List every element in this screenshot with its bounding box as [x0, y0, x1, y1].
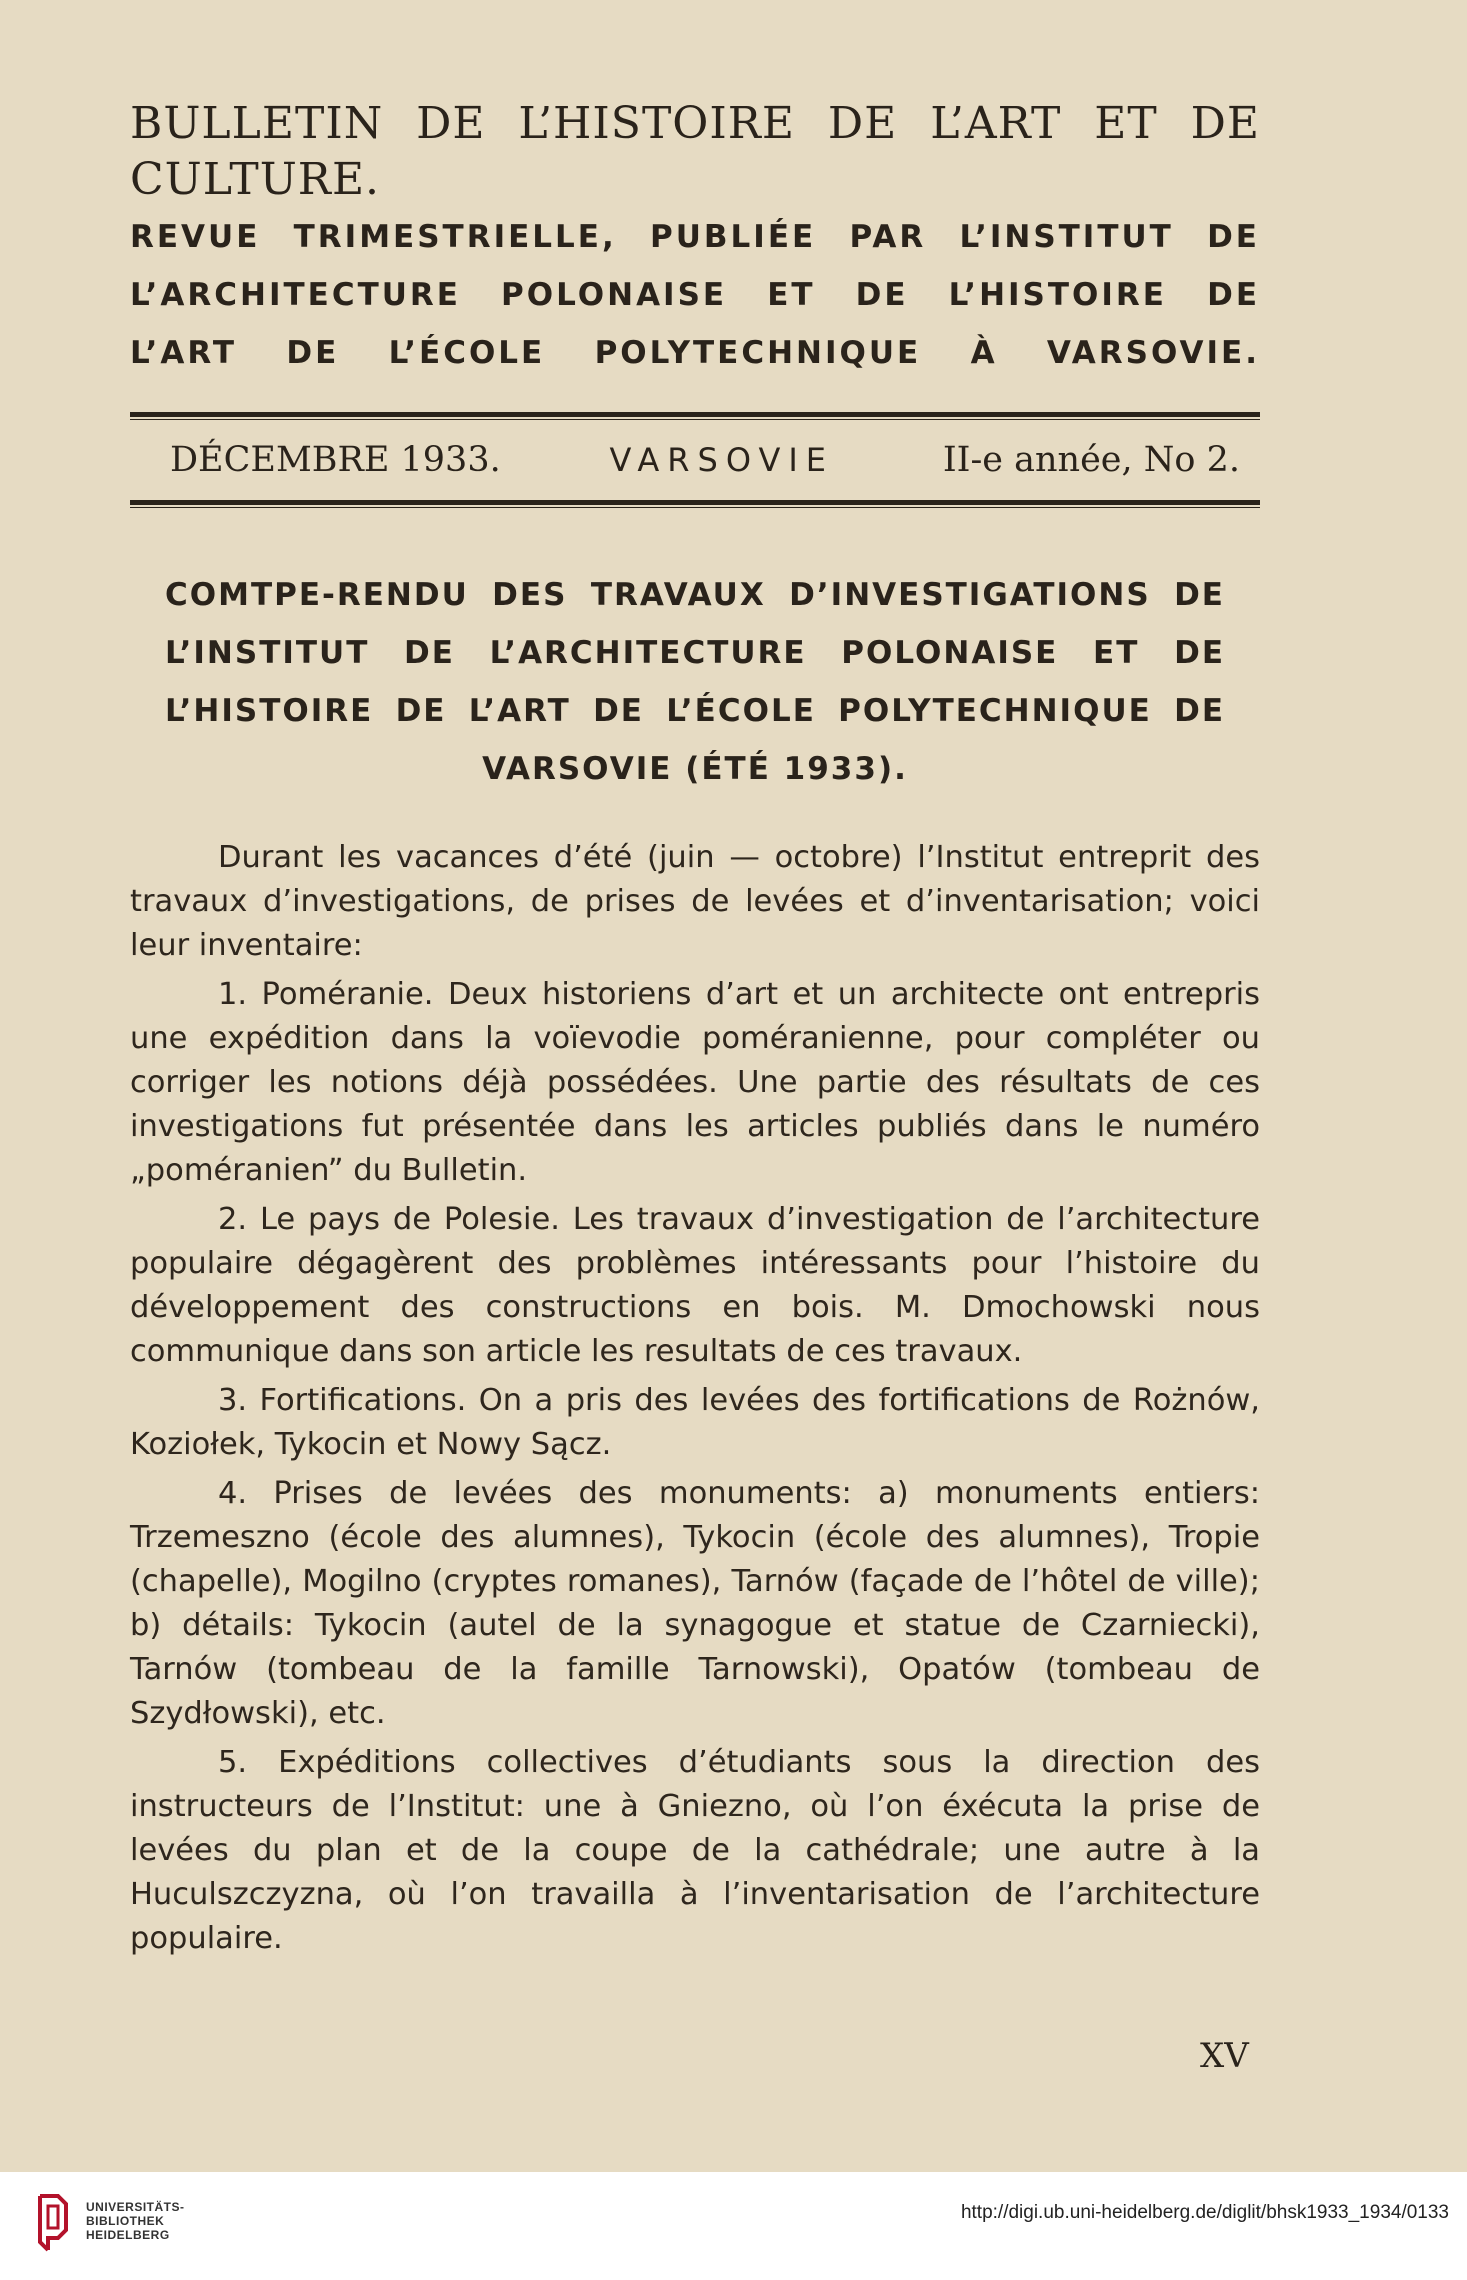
journal-subtitle-line-3: L’ART DE L’ÉCOLE POLYTECHNIQUE À VARSOVIE.: [130, 335, 1260, 371]
intro-paragraph: Durant les vacances d’été (juin — octobre) l’Institut entreprit des travaux d’investigations, de prises de levées et d’inventarisation; voici leur inventaire:: [130, 840, 1260, 963]
issue-number: II-e année, No 2.: [942, 440, 1240, 480]
page-number: XV: [1200, 2036, 1249, 2076]
top-rule: [130, 412, 1260, 420]
issue-city: VARSOVIE: [609, 441, 834, 479]
bottom-rule: [130, 500, 1260, 508]
item-paragraph: 4. Prises de levées des monuments: a) monuments entiers: Trzemeszno (école des alumnes), Tykocin (école des alumnes), Tropie (chapelle), Mogilno (cryptes romanes), Tarnów (façade de l’hôtel de ville); b) détails: Tykocin (autel de la synagogue et statue de Czarniecki), Tarnów (tombeau de la famille Tarnowski), Opatów (tombeau de Szydłowski), etc.: [130, 1476, 1260, 1731]
item-paragraph: 5. Expéditions collectives d’étudiants sous la direction des instructeurs de l’Institut: une à Gniezno, où l’on éxécuta la prise de levées du plan et de la coupe de la cathédrale; une autre à la Huculszczyzna, où l’on travailla à l’inventarisation de l’architecture populaire.: [130, 1745, 1260, 1956]
journal-subtitle-line-2: L’ARCHITECTURE POLONAISE ET DE L’HISTOIRE DE: [130, 277, 1260, 313]
library-logo-text: [86, 2200, 185, 2242]
logo-line: HEIDELBERG: [86, 2228, 170, 2242]
dateline: [130, 420, 1260, 500]
article-title: [130, 566, 1260, 798]
article-title-line: COMTPE-RENDU DES TRAVAUX D’INVESTIGATIONS DE: [165, 577, 1225, 613]
logo-line: UNIVERSITÄTS-: [86, 2200, 185, 2214]
item-paragraph: 2. Le pays de Polesie. Les travaux d’investigation de l’architecture populaire dégagèrent des problèmes intéressants pour l’histoire du développement des constructions en bois. M. Dmochowski nous communique dans son article les resultats de ces travaux.: [130, 1202, 1260, 1369]
journal-title: BULLETIN DE L’HISTOIRE DE L’ART ET DE CULTURE.: [130, 98, 1260, 205]
item-paragraph: 1. Poméranie. Deux historiens d’art et un architecte ont entrepris une expédition dans la voïevodie poméranienne, pour compléter ou corriger les notions déjà possédées. Une partie des résultats de ces investigations fut présentée dans les articles publiés dans le numéro „poméranien” du Bulletin.: [130, 977, 1260, 1188]
article-title-line: VARSOVIE (ÉTÉ 1933).: [482, 751, 908, 787]
page-content: [130, 96, 1260, 1966]
article-title-line: L’INSTITUT DE L’ARCHITECTURE POLONAISE ET DE: [165, 635, 1225, 671]
source-url[interactable]: http://digi.ub.uni-heidelberg.de/diglit/bhsk1933_1934/0133: [960, 2202, 1449, 2223]
issue-date: DÉCEMBRE 1933.: [170, 440, 501, 480]
journal-subtitle-line-1: REVUE TRIMESTRIELLE, PUBLIÉE PAR L’INSTITUT DE: [130, 219, 1260, 255]
article-title-line: L’HISTOIRE DE L’ART DE L’ÉCOLE POLYTECHNIQUE DE: [165, 693, 1225, 729]
item-paragraph: 3. Fortifications. On a pris des levées des fortifications de Rożnów, Koziołek, Tykocin et Nowy Sącz.: [130, 1383, 1260, 1462]
library-logo-icon: [36, 2190, 70, 2254]
logo-line: BIBLIOTHEK: [86, 2214, 165, 2228]
article-body: [130, 836, 1260, 1961]
footer-bar: [0, 2172, 1467, 2280]
